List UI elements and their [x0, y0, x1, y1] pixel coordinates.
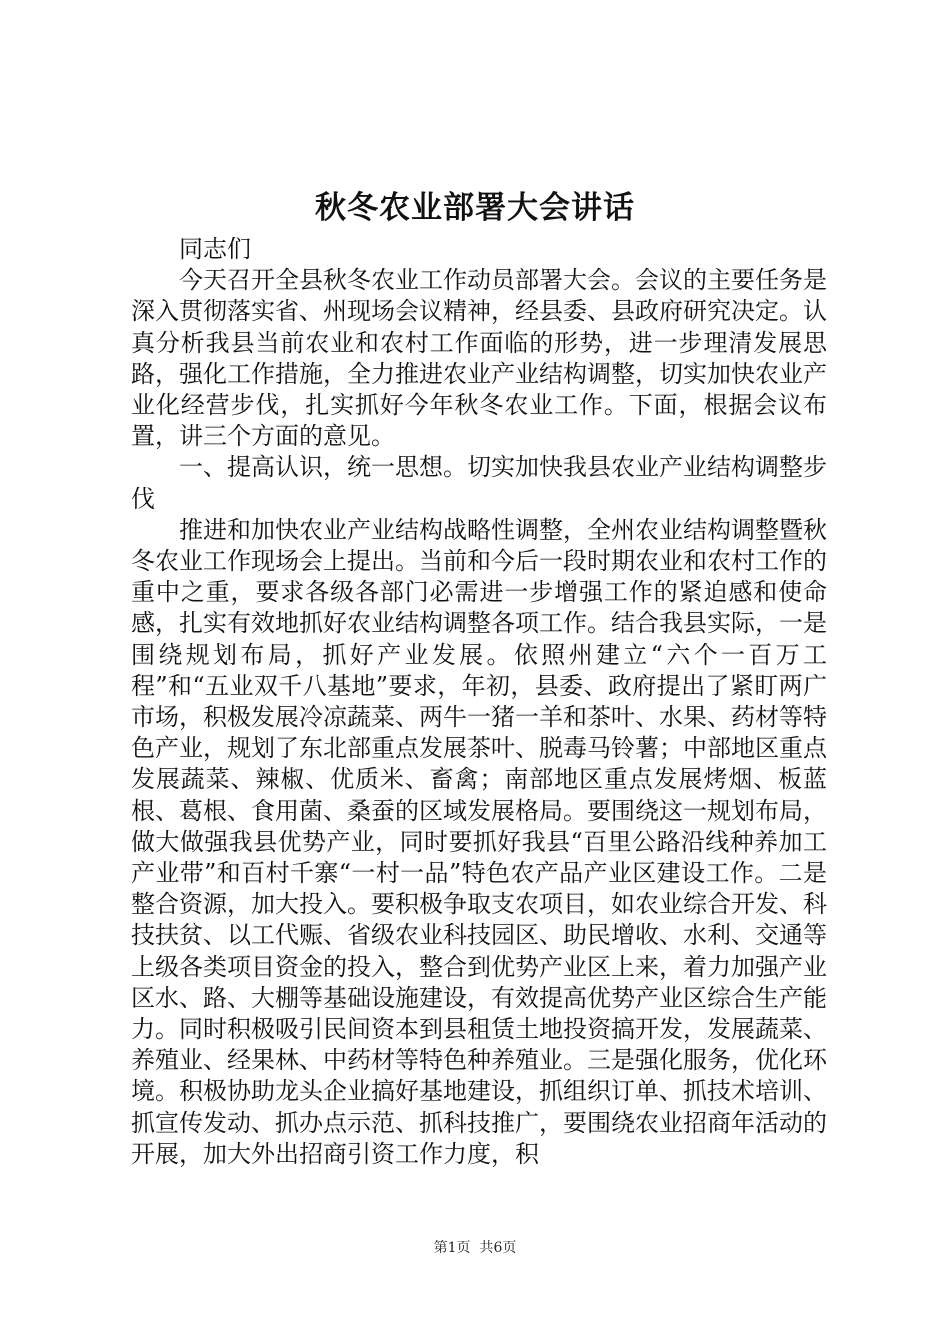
paragraph-section-1: 推进和加快农业产业结构战略性调整，全州农业结构调整暨秋冬农业工作现场会上提出。当前和今后一段时期农业和农村工作的重中之重，要求各级各部门必需进一步增强工作的紧迫感和使命感，扎实有效地抓好农业结构调整各项工作。结合我县实际，一是围绕规划布局，抓好产业发展。依照州建立“六个一百万工程”和“五业双千八基地”要求，年初，县委、政府提出了紧盯两广市场，积极发展冷凉蔬菜、两牛一猪一羊和茶叶、水果、药材等特色产业，规划了东北部重点发展茶叶、脱毒马铃薯；中部地区重点发展蔬菜、辣椒、优质米、畜禽；南部地区重点发展烤烟、板蓝根、葛根、食用菌、桑蚕的区域发展格局。要围绕这一规划布局，做大做强我县优势产业，同时要抓好我县“百里公路沿线种养加工产业带”和百村千寨“一村一品”特色农产品产业区建设工作。二是整合资源，加大投入。要积极争取支农项目，如农业综合开发、科技扶贫、以工代赈、省级农业科技园区、助民增收、水利、交通等上级各类项目资金的投入，整合到优势产业区上来，着力加强产业区水、路、大棚等基础设施建设，有效提高优势产业区综合生产能力。同时积极吸引民间资本到县租赁土地投资搞开发，发展蔬菜、养殖业、经果林、中药材等特色种养殖业。三是强化服务，优化环境。积极协助龙头企业搞好基地建设，抓组织订单、抓技术培训、抓宣传发动、抓办点示范、抓科技推广，要围绕农业招商年活动的开展，加大外出招商引资工作力度，积 — [131, 515, 827, 1168]
document-title: 秋冬农业部署大会讲话 — [315, 190, 635, 226]
page-number: 第1页 共6页 — [433, 1240, 517, 1256]
paragraph-intro: 今天召开全县秋冬农业工作动员部署大会。会议的主要任务是深入贯彻落实省、州现场会议精神，经县委、县政府研究决定。认真分析我县当前农业和农村工作面临的形势，进一步理清发展思路，强化工作措施，全力推进农业产业结构调整，切实加快农业产业化经营步伐，扎实抓好今年秋冬农业工作。下面，根据会议布置，讲三个方面的意见。 — [131, 266, 827, 451]
document-body — [131, 234, 827, 1170]
section-heading-1: 一、提高认识，统一思想。切实加快我县农业产业结构调整步伐 — [131, 453, 827, 513]
salutation: 同志们 — [179, 235, 251, 263]
